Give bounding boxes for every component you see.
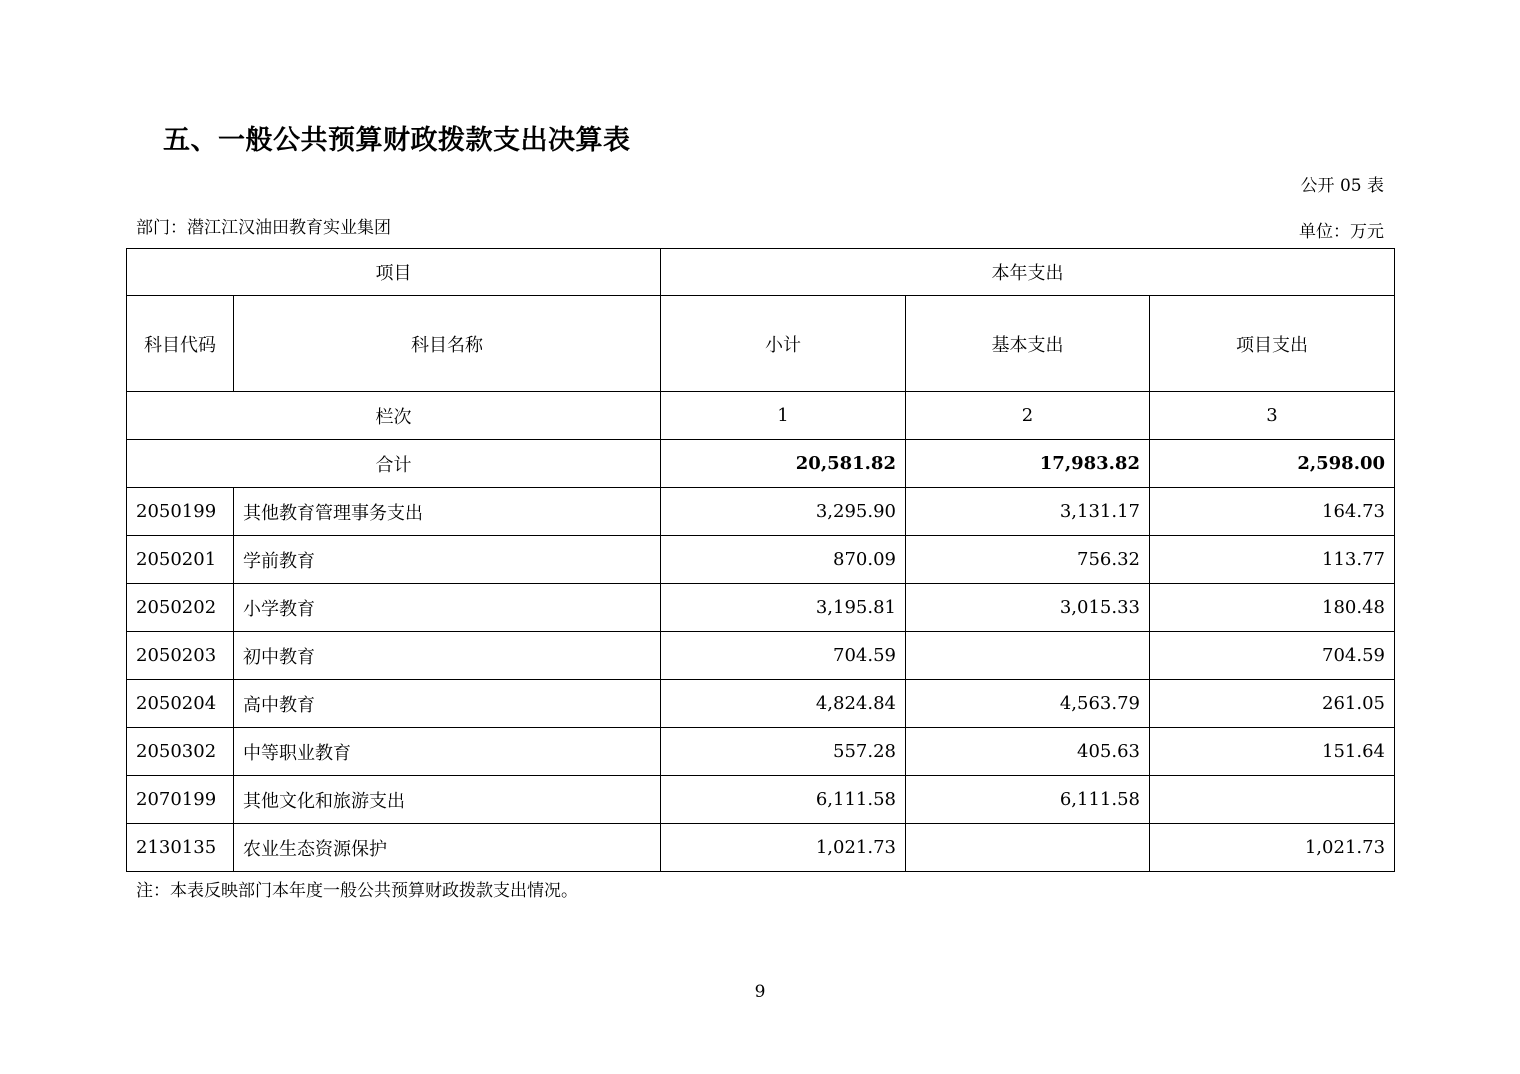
row-project <box>1150 776 1395 824</box>
row-project: 113.77 <box>1150 536 1395 584</box>
row-project: 180.48 <box>1150 584 1395 632</box>
total-label: 合计 <box>127 440 661 488</box>
row-code: 2050199 <box>127 488 234 536</box>
column-number-row <box>127 392 1395 440</box>
row-name: 学前教育 <box>234 536 661 584</box>
row-project: 1,021.73 <box>1150 824 1395 872</box>
row-subtotal: 3,295.90 <box>661 488 906 536</box>
header-name: 科目名称 <box>234 296 661 392</box>
row-name: 中等职业教育 <box>234 728 661 776</box>
header-project: 项目支出 <box>1150 296 1395 392</box>
row-project: 164.73 <box>1150 488 1395 536</box>
row-name: 其他教育管理事务支出 <box>234 488 661 536</box>
header-code: 科目代码 <box>127 296 234 392</box>
total-project: 2,598.00 <box>1150 440 1395 488</box>
row-subtotal: 6,111.58 <box>661 776 906 824</box>
table-row <box>127 728 1395 776</box>
row-name: 初中教育 <box>234 632 661 680</box>
row-name: 小学教育 <box>234 584 661 632</box>
row-name: 其他文化和旅游支出 <box>234 776 661 824</box>
row-subtotal: 704.59 <box>661 632 906 680</box>
row-basic: 6,111.58 <box>906 776 1150 824</box>
row-code: 2050302 <box>127 728 234 776</box>
total-basic: 17,983.82 <box>906 440 1150 488</box>
header-basic: 基本支出 <box>906 296 1150 392</box>
row-subtotal: 3,195.81 <box>661 584 906 632</box>
total-subtotal: 20,581.82 <box>661 440 906 488</box>
row-code: 2070199 <box>127 776 234 824</box>
header-subtotal: 小计 <box>661 296 906 392</box>
header-row-2 <box>127 296 1395 392</box>
row-basic: 405.63 <box>906 728 1150 776</box>
header-current-year: 本年支出 <box>661 249 1395 296</box>
row-project: 704.59 <box>1150 632 1395 680</box>
row-subtotal: 4,824.84 <box>661 680 906 728</box>
row-subtotal: 1,021.73 <box>661 824 906 872</box>
row-code: 2050202 <box>127 584 234 632</box>
row-code: 2050203 <box>127 632 234 680</box>
row-project: 261.05 <box>1150 680 1395 728</box>
table-row <box>127 488 1395 536</box>
department-label: 部门：潜江江汉油田教育实业集团 <box>136 218 391 238</box>
table-row <box>127 584 1395 632</box>
row-basic: 4,563.79 <box>906 680 1150 728</box>
total-row <box>127 440 1395 488</box>
row-name: 农业生态资源保护 <box>234 824 661 872</box>
row-basic <box>906 824 1150 872</box>
row-name: 高中教育 <box>234 680 661 728</box>
table-note: 注：本表反映部门本年度一般公共预算财政拨款支出情况。 <box>136 881 578 901</box>
row-subtotal: 870.09 <box>661 536 906 584</box>
table-row <box>127 536 1395 584</box>
row-basic: 756.32 <box>906 536 1150 584</box>
form-number: 公开 05 表 <box>1300 176 1384 196</box>
expenditure-table <box>126 248 1395 872</box>
unit-label: 单位：万元 <box>1299 222 1384 242</box>
row-code: 2130135 <box>127 824 234 872</box>
header-item: 项目 <box>127 249 661 296</box>
page-title: 五、一般公共预算财政拨款支出决算表 <box>163 125 631 156</box>
table-row <box>127 776 1395 824</box>
column-row-label: 栏次 <box>127 392 661 440</box>
row-project: 151.64 <box>1150 728 1395 776</box>
column-number: 2 <box>906 392 1150 440</box>
header-row-1 <box>127 249 1395 296</box>
table-row <box>127 824 1395 872</box>
table-row <box>127 680 1395 728</box>
column-number: 3 <box>1150 392 1395 440</box>
page-number: 9 <box>754 982 766 1002</box>
row-basic: 3,131.17 <box>906 488 1150 536</box>
table-row <box>127 632 1395 680</box>
row-basic: 3,015.33 <box>906 584 1150 632</box>
row-basic <box>906 632 1150 680</box>
row-subtotal: 557.28 <box>661 728 906 776</box>
column-number: 1 <box>661 392 906 440</box>
row-code: 2050204 <box>127 680 234 728</box>
row-code: 2050201 <box>127 536 234 584</box>
